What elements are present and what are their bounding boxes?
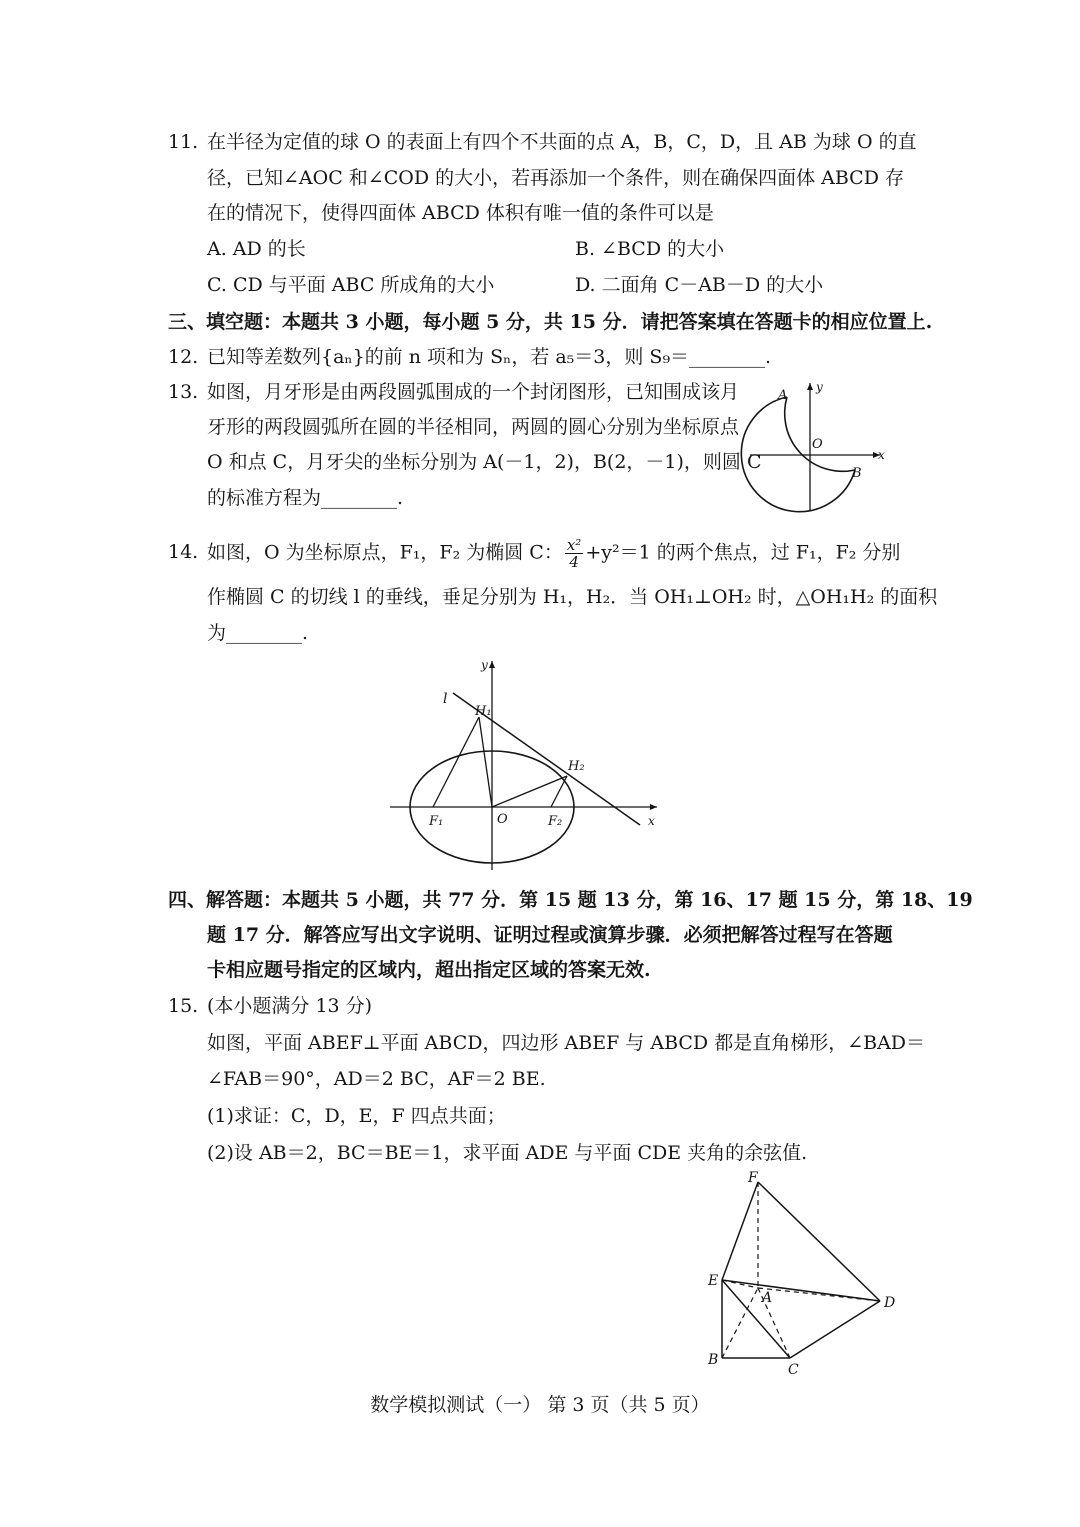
q13-label-a: A — [778, 388, 788, 403]
q14-o-h2 — [492, 776, 567, 807]
q11-option-d: D. 二面角 C－AB－D 的大小 — [575, 274, 824, 296]
q15-label-e: E — [708, 1273, 719, 1289]
q14-label-l: l — [443, 691, 448, 707]
q13-number: 13. — [168, 381, 199, 403]
q13-outer-arc — [741, 397, 855, 512]
section4-line1: 四、解答题：本题共 5 小题，共 77 分．第 15 题 13 分，第 16、17 题 15 分，第 18、19 — [168, 889, 973, 911]
q14-label-h1: H₁ — [475, 704, 492, 719]
q13-crescent-figure — [740, 375, 890, 515]
section4-line3: 卡相应题号指定的区域内，超出指定区域的答案无效. — [207, 959, 651, 981]
q15-edge-ba — [722, 1288, 758, 1358]
exam-page: 11. 在半径为定值的球 O 的表面上有四个不共面的点 A，B，C，D，且 AB 为球 O 的直 径，已知∠AOC 和∠COD 的大小，若再添加一个条件，则在确保四面体 ABCD 存 在的情况下，使得四面体 ABCD 体积有唯一值的条件可以是 A. AD 的长 B. ∠BCD 的大小 C. CD 与平面 ABC 所成角的大小 D. 二面角 C－AB－D 的大小 三、填空题：本题共 3 小题，每小题 5 分，共 15 分．请把答案填在答题卡的相应位置上. 12. 已知等差数列{aₙ}的前 n 项和为 Sₙ，若 a₅＝3，则 S₉＝________. 13. 如图，月牙形是由两段圆弧围成的一个封闭图形，已知围成该月 牙形的两段圆弧所在圆的半径相同，两圆的圆心分别为坐标原点 O 和点 C，月牙尖的坐标分别为 A(－1，2)，B(2，－1)，则圆 C 的标准方程为________. A B O y x 14. 如图，O 为坐标原点，F₁，F₂ 为椭圆 C： $\frac{\text{x²}}{4}$ +y²＝1 的两个焦点，过 F₁，F₂ 分别 作椭圆 C 的切线 l 的垂线，垂足分别为 H₁，H₂．当 OH₁⊥OH₂ 时，△OH₁H₂ 的面积 为________. l H₁ H₂ F₁ O F₂ y x 四、解答题：本题共 5 小题，共 77 分．第 15 题 13 分，第 16、17 题 15 分，第 18、19 题 17 分．解答应写出文字说明、证明过程或演算步骤．必须把解答过程写在答题 卡相应题号指定的区域内，超出指定区域的答案无效. 15. (本小题满分 13 分) 如图，平面 ABEF⊥平面 ABCD，四边形 ABEF 与 ABCD 都是直角梯形，∠BAD＝ ∠FAB＝90°，AD＝2 BC，AF＝2 BE. (1)求证：C，D，E，F 四点共面； (2)设 AB＝2，BC＝BE＝1，求平面 ADE 与平面 CDE 夹角的余弦值. F E A D B C 数学模拟测试（一） 第 3 页（共 5 页） — [0, 0, 1080, 1527]
q14-o-h1 — [479, 717, 492, 807]
q13-y-arrow — [807, 383, 813, 390]
q14-f2-h2 — [551, 776, 567, 807]
section3-header: 三、填空题：本题共 3 小题，每小题 5 分，共 15 分．请把答案填在答题卡的相应位置上. — [168, 311, 933, 333]
q13-label-y: y — [816, 380, 823, 394]
q15-number: 15. — [168, 995, 199, 1017]
q14-y-arrow — [489, 661, 495, 668]
q11-option-b: B. ∠BCD 的大小 — [575, 238, 725, 260]
q15-label-c: C — [788, 1362, 799, 1378]
q14-x-arrow — [650, 804, 657, 810]
q11-number: 11. — [168, 131, 199, 153]
q14-label-x: x — [648, 814, 655, 828]
q15-solid-figure — [700, 1168, 910, 1380]
q14-number: 14. — [168, 541, 199, 563]
q14-fraction: $\frac{\text{x²}}{4}$ — [566, 536, 582, 571]
q15-label-b: B — [708, 1352, 719, 1368]
q14-label-o: O — [497, 812, 508, 827]
q15-edge-fe — [722, 1182, 758, 1280]
q15-label-a: A — [762, 1290, 773, 1306]
page-footer: 数学模拟测试（一） 第 3 页（共 5 页） — [370, 1394, 710, 1416]
q14-label-f1: F₁ — [429, 814, 444, 829]
q15-edge-fd — [758, 1182, 880, 1301]
q13-label-x: x — [878, 448, 885, 462]
section4-line2: 题 17 分．解答应写出文字说明、证明过程或演算步骤．必须把解答过程写在答题 — [207, 924, 893, 946]
q13-inner-arc — [785, 397, 855, 471]
q14-ellipse-figure — [385, 655, 670, 875]
q15-label-f: F — [748, 1170, 758, 1186]
q11-option-a: A. AD 的长 — [207, 238, 306, 260]
q13-label-b: B — [852, 466, 862, 481]
q14-label-y: y — [481, 658, 488, 672]
q12-number: 12. — [168, 346, 199, 368]
q15-label-d: D — [884, 1295, 896, 1311]
q14-label-h2: H₂ — [568, 759, 585, 774]
q14-label-f2: F₂ — [548, 814, 563, 829]
q15-edge-ed — [722, 1280, 880, 1301]
q13-label-o: O — [812, 437, 823, 452]
q14-f1-h1 — [433, 717, 479, 807]
q15-edge-cd — [790, 1301, 880, 1358]
q11-option-c: C. CD 与平面 ABC 所成角的大小 — [207, 274, 495, 296]
